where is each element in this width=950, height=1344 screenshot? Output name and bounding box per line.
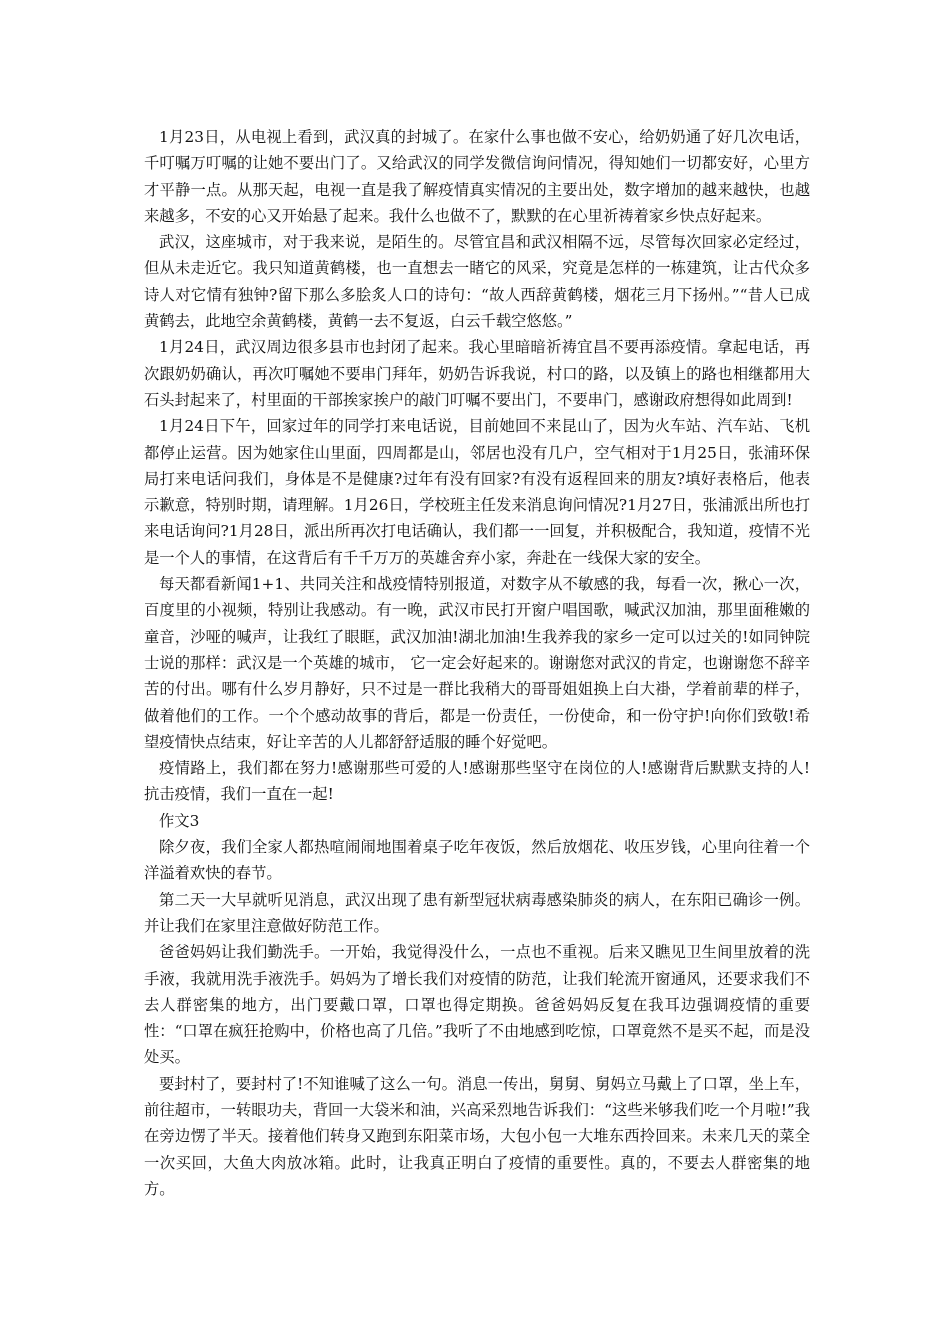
paragraph-news: 每天都看新闻1+1、共同关注和战疫情特别报道，对数字从不敏感的我，每看一次，揪心一次，百度里的小视频，特别让我感动。有一晚，武汉市民打开窗户唱国歌，喊武汉加油，那里面稚嫩的童音，沙哑的喊声，让我红了眼眶，武汉加油!湖北加油!生我养我的家乡一定可以过关的!如同钟院士说的那样：武汉是一个英雄的城市， 它一定会好起来的。谢谢您对武汉的肯定，也谢谢您不辞辛苦的付出。哪有什么岁月静好，只不过是一群比我稍大的哥哥姐姐换上白大褂，学着前辈的样子，做着他们的工作。一个个感动故事的背后，都是一份责任，一份使命，和一份守护!向你们致敬!希望疫情快点结束，好让辛苦的人儿都舒舒适服的睡个好觉吧。 [144,575,810,751]
essay-heading: 作文3 [159,811,200,830]
paragraph-jan23: 1月23日，从电视上看到，武汉真的封城了。在家什么事也做不安心，给奶奶通了好几次电话，千叮嘱万叮嘱的让她不要出门了。又给武汉的同学发微信询问情况，得知她们一切都安好，心里方才平静一点。从那天起，电视一直是我了解疫情真实情况的主要出处，数字增加的越来越快，也越来越多，不安的心又开始悬了起来。我什么也做不了，默默的在心里祈祷着家乡快点好起来。 [144,128,810,225]
paragraph-wash-hands: 爸爸妈妈让我们勤洗手。一开始，我觉得没什么，一点也不重视。后来又瞧见卫生间里放着的洗手液，我就用洗手液洗手。妈妈为了增长我们对疫情的防范，让我们轮流开窗通风，还要求我们不去人群密集的地方，出门要戴口罩，口罩也得定期换。爸爸妈妈反复在我耳边强调疫情的重要性：“口罩在疯狂抢购中，价格也高了几倍。”我听了不由地感到吃惊，口罩竟然不是买不起，而是没处买。 [144,943,810,1067]
paragraph-next-day: 第二天一大早就听见消息，武汉出现了患有新型冠状病毒感染肺炎的病人，在东阳已确诊一例。并让我们在家里注意做好防范工作。 [144,890,810,935]
paragraph-village-lockdown: 要封村了，要封村了!不知谁喊了这么一句。消息一传出，舅舅、舅妈立马戴上了口罩，坐上车，前往超市，一转眼功夫，背回一大袋米和油，兴高采烈地告诉我们：“这些米够我们吃一个月啦!”我在旁边愣了半天。接着他们转身又跑到东阳菜市场，大包小包一大堆东西拎回来。未来几天的菜全一次买回，大鱼大肉放冰箱。此时，让我真正明白了疫情的重要性。真的，不要去人群密集的地方。 [144,1074,810,1198]
paragraph-jan24: 1月24日，武汉周边很多县市也封闭了起来。我心里暗暗祈祷宜昌不要再添疫情。拿起电话，再次跟奶奶确认，再次叮嘱她不要串门拜年，奶奶告诉我说，村口的路，以及镇上的路也相继都用大石头封起来了，村里面的干部挨家挨户的敲门叮嘱不要出门，不要串门，感谢政府想得如此周到! [144,338,810,409]
paragraph-wuhan-city: 武汉，这座城市，对于我来说，是陌生的。尽管宜昌和武汉相隔不远，尽管每次回家必定经过，但从未走近它。我只知道黄鹤楼，也一直想去一睹它的风采，究竟是怎样的一栋建筑，让古代众多诗人对它情有独钟?留下那么多脍炙人口的诗句：“故人西辞黄鹤楼，烟花三月下扬州。”“昔人已成黄鹤去，此地空余黄鹤楼，黄鹤一去不复返，白云千载空悠悠。” [144,233,810,331]
paragraph-thanks: 疫情路上，我们都在努力!感谢那些可爱的人!感谢那些坚守在岗位的人!感谢背后默默支持的人!抗击疫情，我们一直在一起! [144,759,810,804]
paragraph-new-year-eve: 除夕夜，我们全家人都热喧闹闹地围着桌子吃年夜饭，然后放烟花、收压岁钱，心里向往着一个洋溢着欢快的春节。 [144,838,810,883]
paragraph-jan24-afternoon: 1月24日下午，回家过年的同学打来电话说，目前她回不来昆山了，因为火车站、汽车站、飞机都停止运营。因为她家住山里面，四周都是山，邻居也没有几户，空气相对于1月25日，张浦环保局打来电话问我们，身体是不是健康?过年有没有回家?有没有返程回来的朋友?填好表格后，他表示歉意，特别时期，请理解。1月26日，学校班主任发来消息询问情况?1月27日，张浦派出所也打来电话询问?1月28日，派出所再次打电话确认，我们都一一回复，并积极配合，我知道，疫情不光是一个人的事情，在这背后有千千万万的英雄舍弃小家，奔赴在一线保大家的安全。 [144,417,810,567]
document-body [144,124,810,1202]
